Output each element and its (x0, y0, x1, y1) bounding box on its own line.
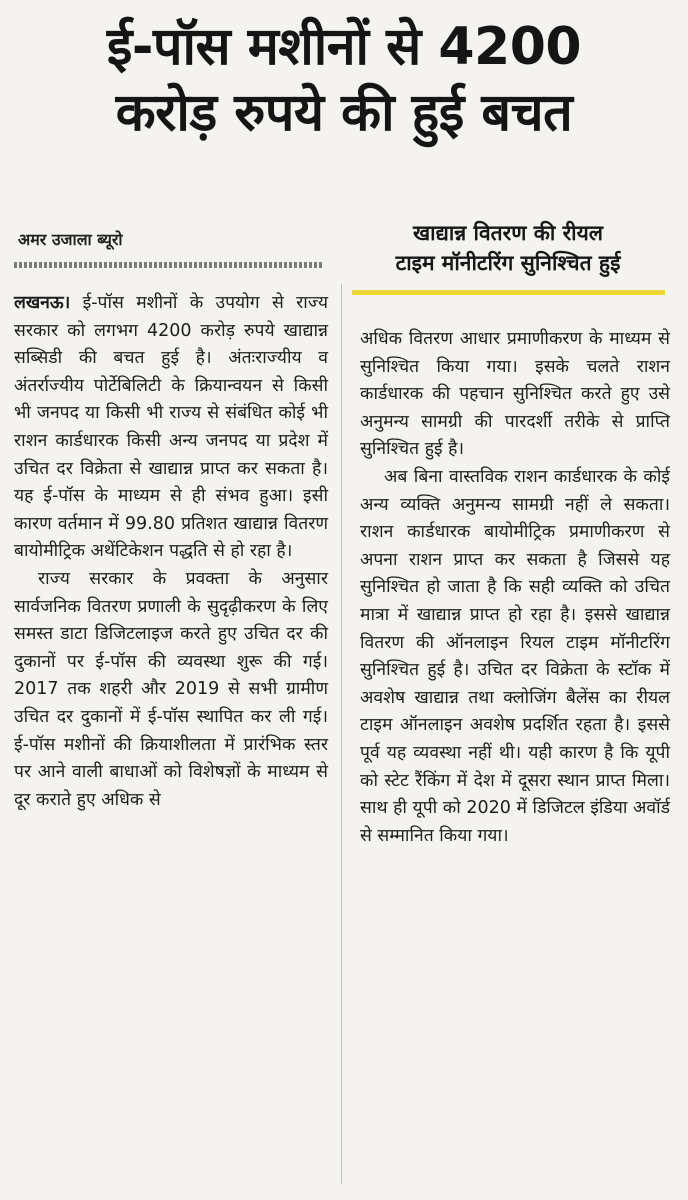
subheadline-line-2: टाइम मॉनीटरिंग सुनिश्चित हुई (395, 251, 621, 275)
byline: अमर उजाला ब्यूरो (18, 230, 123, 249)
subheadline (352, 218, 664, 278)
byline-divider (14, 262, 324, 268)
paragraph-right-1: अधिक वितरण आधार प्रमाणीकरण के माध्यम से सुनिश्चित किया गया। इसके चलते राशन कार्डधारक की पहचान सुनिश्चित करते हुए उसे अनुमन्य सामग्री की पारदर्शी तरीके से प्राप्ति सुनिश्चित हुई है। (360, 329, 670, 460)
subheadline-highlight-bar (352, 290, 665, 295)
paragraph-right-2: अब बिना वास्तविक राशन कार्डधारक के कोई अन्य व्यक्ति अनुमन्य सामग्री नहीं ले सकता। राशन कार्डधारक बायोमीट्रिक प्रमाणीकरण से अपना राशन प्राप्त कर सकता है जिससे यह सुनिश्चित हो जाता है कि सही व्यक्ति को उचित मात्रा में खाद्यान्न प्राप्त हो रहा है। इससे खाद्यान्न वितरण की ऑनलाइन रियल टाइम मॉनीटरिंग सुनिश्चित हुई है। उचित दर विक्रेता के स्टॉक में अवशेष खाद्यान्न तथा क्लोजिंग बैलेंस का रीयल टाइम ऑनलाइन अवशेष प्रदर्शित रहता है। इससे पूर्व यह व्यवस्था नहीं थी। यही कारण है कि यूपी को स्टेट रैंकिंग में देश में दूसरा स्थान प्राप्त मिला। साथ ही यूपी को 2020 में डिजिटल इंडिया अवॉर्ड से सम्मानित किया गया। (360, 466, 670, 846)
paragraph-left-1-text: ई-पॉस मशीनों के उपयोग से राज्य सरकार को लगभग 4200 करोड़ रुपये खाद्यान्न सब्सिडी की बचत हुई है। अंतःराज्यीय व अंतर्राज्यीय पोर्टेबिलिटी के क्रियान्वयन से किसी भी जनपद या किसी भी राज्य से संबंधित कोई भी राशन कार्डधारक किसी अन्य जनपद या प्रदेश में उचित दर विक्रेता से खाद्यान्न प्राप्त कर सकता है। यह ई-पॉस के माध्यम से ही संभव हुआ। इसी कारण वर्तमान में 99.80 प्रतिशत खाद्यान्न वितरण बायोमीट्रिक अथेंटिकेशन पद्धति से हो रहा है। (14, 293, 328, 562)
headline-line-2: करोड़ रुपये की हुई बचत (115, 83, 573, 143)
paragraph-left-1 (14, 290, 328, 566)
paragraph-left-2: राज्य सरकार के प्रवक्ता के अनुसार सार्वजनिक वितरण प्रणाली के सुदृढ़ीकरण के लिए समस्त डाटा डिजिटलाइज करते हुए उचित दर की दुकानों पर ई-पॉस की व्यवस्था शुरू की गई। 2017 तक शहरी और 2019 से सभी ग्रामीण उचित दर दुकानों में ई-पॉस स्थापित कर ली गई। ई-पॉस मशीनों की क्रियाशीलता में प्रारंभिक स्तर पर आने वाली बाधाओं को विशेषज्ञों के माध्यम से दूर कराते हुए अधिक से (14, 568, 328, 810)
article-column-right (360, 326, 670, 850)
headline (10, 14, 678, 146)
article-column-left (14, 290, 328, 814)
subheadline-line-1: खाद्यान्न वितरण की रीयल (412, 221, 604, 245)
dateline: लखनऊ। (14, 293, 71, 313)
column-divider (341, 284, 342, 1184)
headline-line-1: ई-पॉस मशीनों से 4200 (106, 17, 582, 77)
